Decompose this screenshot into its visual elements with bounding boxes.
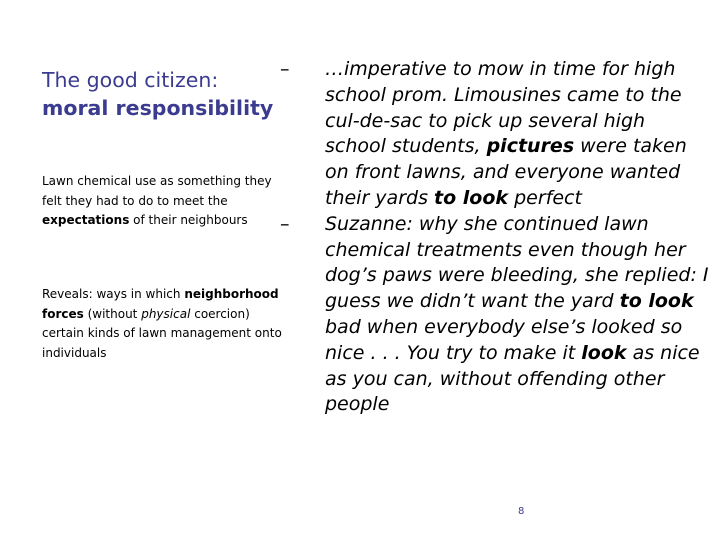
p1-bold-expectations: expectations [42, 213, 130, 227]
p1-text-b: of their neighbours [129, 213, 248, 227]
bullet-prom [280, 57, 710, 212]
b2-bold-look: look [581, 341, 627, 364]
b1-text-c: perfect [508, 186, 582, 209]
bullet-dash-1: – [280, 58, 290, 80]
title-line-1: The good citizen: [42, 68, 219, 92]
bullet-list [280, 57, 710, 418]
paragraph-reveals [42, 285, 282, 363]
paragraph-chemical-use [42, 172, 282, 231]
b1-bold-to-look: to look [434, 186, 509, 209]
p2-italic-physical: physical [141, 306, 191, 321]
p2-text-b: (without [83, 306, 142, 321]
b2-text-a: Suzanne: why she continued lawn chemical treatments even though her dog’s paws were bleeding, she replied: I guess we didn’t want the yard [325, 212, 709, 313]
b2-bold-to-look: to look [619, 290, 694, 313]
b1-bold-pictures: pictures [486, 135, 575, 158]
p2-text-a: Reveals: ways in which [42, 287, 185, 301]
page-number: 8 [518, 506, 525, 517]
p2-text-c: coercion) certain kinds of lawn management onto individuals [42, 306, 282, 360]
bullet-suzanne [280, 212, 710, 418]
title-line-2: moral responsibility [42, 96, 274, 120]
b2-text-c: as nice as you can, without offending other people [325, 341, 700, 416]
p2-bold-neighborhood-forces: neighborhood forces [42, 287, 279, 321]
b1-text-b: were taken on front lawns, and everyone wanted their yards [325, 135, 687, 209]
b1-text-a: …imperative to mow in time for high school prom. Limousines came to the cul-de-sac to pick up several high school students, [325, 58, 682, 158]
slide-title [42, 66, 282, 122]
b2-text-b: bad when everybody else’s looked so nice . . . You try to make it [325, 315, 683, 364]
bullet-dash-2: – [280, 212, 290, 235]
p1-text-a: Lawn chemical use as something they felt they had to do to meet the [42, 174, 272, 208]
